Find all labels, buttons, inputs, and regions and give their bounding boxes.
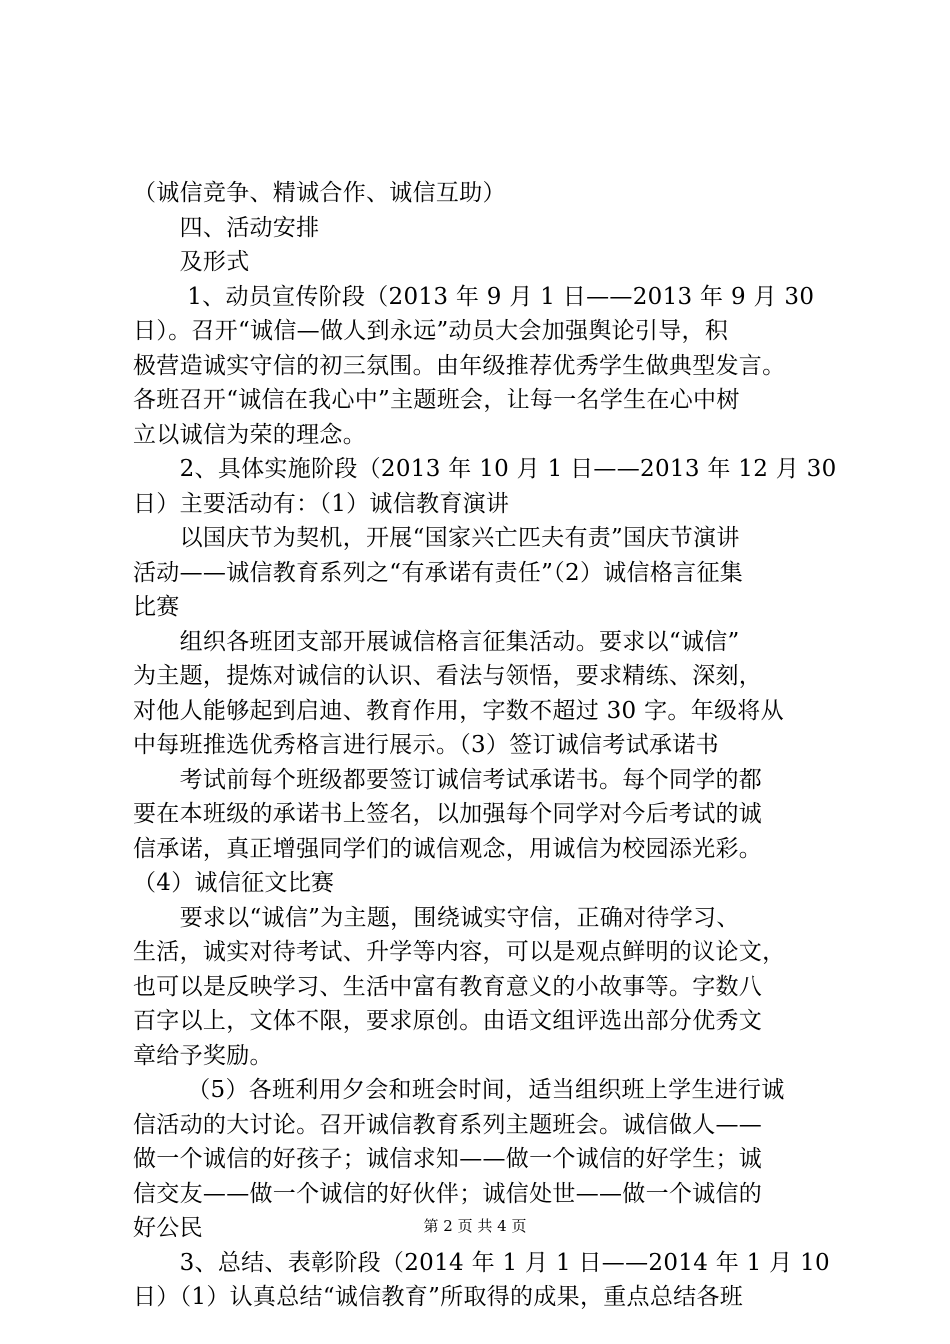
text-line: 日）。召开“诚信—做人到永远”动员大会加强舆论引导，积: [133, 318, 729, 344]
text-line: 日）主要活动有：（1）诚信教育演讲: [133, 490, 510, 517]
text-line: （诚信竞争、精诚合作、诚信互助）: [133, 180, 506, 206]
text-line: （4）诚信征文比赛: [133, 870, 335, 896]
text-line: 各班召开“诚信在我心中”主题班会，让每一名学生在心中树: [133, 387, 740, 413]
text-line: 比赛: [133, 594, 180, 620]
text-line: 对他人能够起到启迪、教育作用，字数不超过 30 字。年级将从: [133, 697, 784, 724]
text-line: 生活，诚实对待考试、升学等内容，可以是观点鲜明的议论文，: [133, 939, 786, 965]
text-line: 四、活动安排: [133, 214, 320, 241]
text-line: 中每班推选优秀格言进行展示。（3）签订诚信考试承诺书: [133, 732, 719, 758]
text-line: 好公民: [133, 1215, 203, 1241]
text-line: 日）（1）认真总结“诚信教育”所取得的成果，重点总结各班: [133, 1284, 744, 1310]
text-line: 百字以上，文体不限，要求原创。由语文组评选出部分优秀文: [133, 1008, 763, 1034]
page-number-footer: 第 2 页 共 4 页: [423, 1217, 527, 1235]
text-line: 活动——诚信教育系列之“有承诺有责任”（2）诚信格言征集: [133, 559, 744, 586]
text-line: 组织各班团支部开展诚信格言征集活动。要求以“诚信”: [133, 628, 740, 655]
text-line: 1、动员宣传阶段（2013 年 9 月 1 日——2013 年 9 月 30: [133, 283, 815, 310]
text-line: 立以诚信为荣的理念。: [133, 421, 366, 448]
text-line: 2、具体实施阶段（2013 年 10 月 1 日——2013 年 12 月 30: [133, 456, 837, 482]
text-line: 也可以是反映学习、生活中富有教育意义的小故事等。字数八: [133, 973, 763, 1000]
text-line: 做一个诚信的好孩子；诚信求知——做一个诚信的好学生；诚: [133, 1146, 763, 1172]
text-line: 极营造诚实守信的初三氛围。由年级推荐优秀学生做典型发言。: [133, 352, 786, 379]
text-line: 信活动的大讨论。召开诚信教育系列主题班会。诚信做人——: [133, 1111, 763, 1138]
text-line: 为主题，提炼对诚信的认识、看法与领悟，要求精练、深刻，: [133, 663, 763, 689]
document-body: [133, 176, 837, 1315]
text-line: （5）各班利用夕会和班会时间，适当组织班上学生进行诚: [133, 1077, 785, 1103]
text-line: 考试前每个班级都要签订诚信考试承诺书。每个同学的都: [133, 766, 763, 793]
text-line: 要求以“诚信”为主题，围绕诚实守信，正确对待学习、: [133, 904, 740, 931]
text-line: 信承诺，真正增强同学们的诚信观念，用诚信为校园添光彩。: [133, 835, 763, 862]
text-line: 章给予奖励。: [133, 1042, 273, 1069]
text-line: 以国庆节为契机，开展“国家兴亡匹夫有责”国庆节演讲: [133, 525, 740, 551]
text-line: 信交友——做一个诚信的好伙伴；诚信处世——做一个诚信的: [133, 1180, 763, 1207]
text-line: 要在本班级的承诺书上签名，以加强每个同学对今后考试的诚: [133, 801, 763, 827]
text-line: 3、总结、表彰阶段（2014 年 1 月 1 日——2014 年 1 月 10: [133, 1249, 830, 1276]
text-line: 及形式: [133, 249, 250, 275]
